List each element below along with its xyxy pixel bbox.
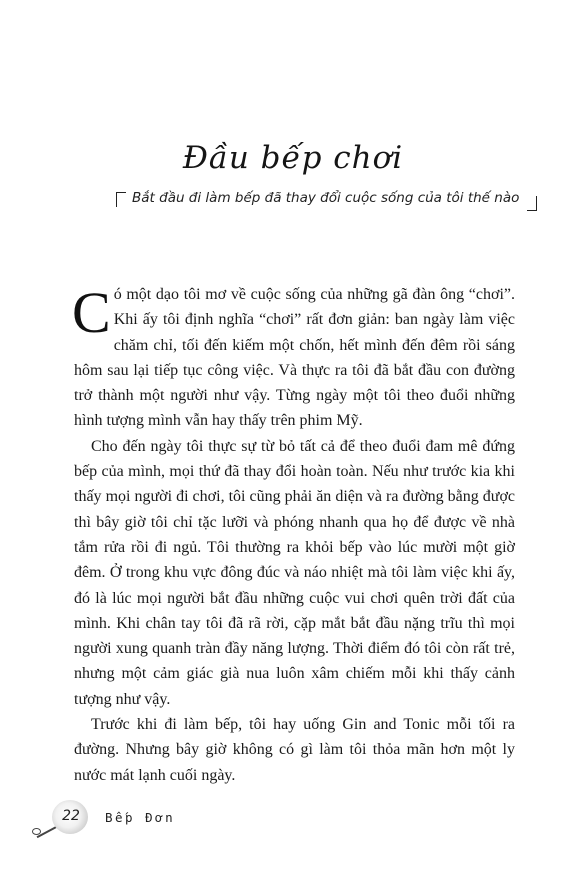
pan-handle-ring-icon (32, 828, 41, 835)
chapter-subtitle-text: Bắt đầu đi làm bếp đã thay đổi cuộc sống của tôi thế nào (132, 190, 520, 206)
page-footer (30, 800, 230, 840)
chapter-title: Đầu bếp chơi (182, 140, 404, 176)
open-corner-bracket-icon (116, 192, 126, 207)
close-corner-bracket-icon (527, 196, 537, 211)
chapter-subtitle (116, 190, 520, 206)
page-number: 22 (62, 808, 80, 824)
paragraph-1-text: ó một dạo tôi mơ về cuộc sống của những gã đàn ông “chơi”. Khi ấy tôi định nghĩa “chơi” rất đơn giản: ban ngày làm việc chăm chỉ, tối đến kiếm một chốn, hết mình đến đêm rồi sáng hôm sau lại tiếp tục công việc. Và thực ra tôi đã bắt đầu con đường trở thành một người như vậy. Từng ngày một tôi theo đuổi những hình tượng mình vẫn hay thấy trên phim Mỹ. (74, 286, 515, 430)
body-text (74, 282, 515, 788)
paragraph-2: Cho đến ngày tôi thực sự từ bỏ tất cả để theo đuổi đam mê đứng bếp của mình, mọi thứ đã thay đổi hoàn toàn. Nếu như trước kia khi thấy mọi người đi chơi, tôi cũng phải ăn diện và ra đường bằng được thì bây giờ tôi chỉ tặc lưỡi và phóng nhanh qua họ để được về nhà tắm rửa rồi đi ngủ. Tôi thường ra khỏi bếp vào lúc mười một giờ đêm. Ở trong khu vực đông đúc và náo nhiệt mà tôi làm việc khi ấy, đó là lúc mọi người bắt đầu những cuộc vui chơi quên trời đất của mình. Khi chân tay tôi đã rã rời, cặp mắt bắt đầu nặng trĩu thì mọi người xung quanh tràn đầy năng lượng. Thời điểm đó tôi còn rất trẻ, nhưng một cảm giác già nua luôn xâm chiếm mỗi khi thấy cảnh tượng như vậy. (74, 437, 515, 708)
paragraph-1 (74, 282, 515, 434)
paragraph-3: Trước khi đi làm bếp, tôi hay uống Gin and Tonic mỗi tối ra đường. Nhưng bây giờ không có gì làm tôi thỏa mãn hơn một ly nước mát lạnh cuối ngày. (74, 716, 515, 784)
drop-cap: C (72, 280, 111, 345)
book-name: Bếp Đơn (105, 810, 176, 825)
